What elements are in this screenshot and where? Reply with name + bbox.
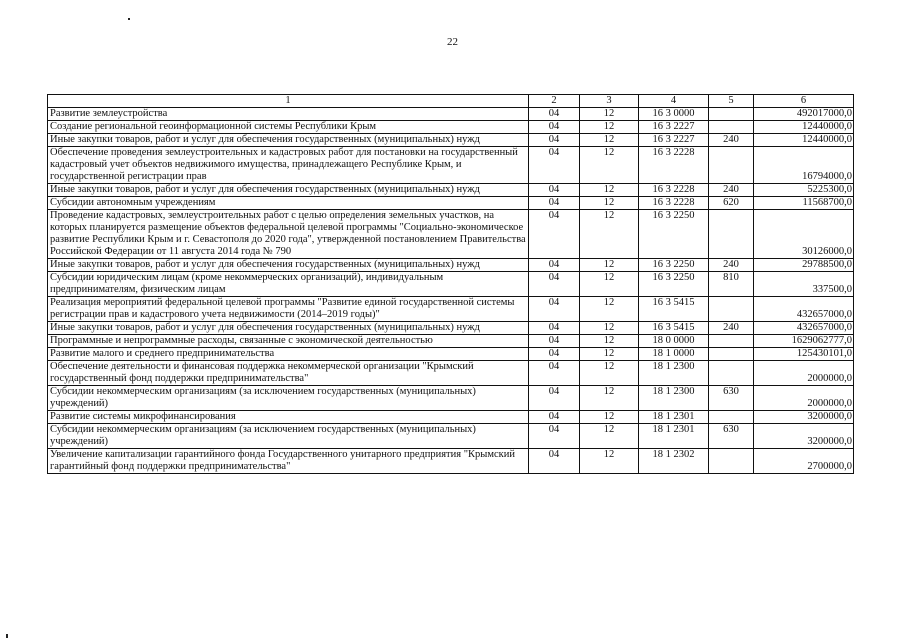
amount-cell: 125430101,0: [754, 348, 854, 361]
target-article-cell: 16 3 5415: [639, 297, 709, 322]
table-header-row: [48, 95, 854, 108]
table-row: [48, 361, 854, 386]
column-header: 5: [709, 95, 754, 108]
column-header: 3: [580, 95, 639, 108]
target-article-cell: 18 1 2300: [639, 361, 709, 386]
table-row: [48, 386, 854, 411]
subsection-code-cell: 12: [580, 210, 639, 259]
table-body: [48, 95, 854, 474]
section-code-cell: 04: [529, 108, 580, 121]
expense-type-cell: 240: [709, 134, 754, 147]
section-code-cell: 04: [529, 386, 580, 411]
table-row: [48, 348, 854, 361]
target-article-cell: 18 1 0000: [639, 348, 709, 361]
table-row: [48, 121, 854, 134]
page-number: 22: [447, 36, 458, 48]
subsection-code-cell: 12: [580, 259, 639, 272]
amount-cell: 11568700,0: [754, 197, 854, 210]
table-row: [48, 147, 854, 184]
expense-type-cell: [709, 335, 754, 348]
row-name-cell: Субсидии некоммерческим организациям (за исключением государственных (муниципальных) учреждений): [48, 424, 529, 449]
subsection-code-cell: 12: [580, 121, 639, 134]
expense-type-cell: [709, 348, 754, 361]
subsection-code-cell: 12: [580, 411, 639, 424]
target-article-cell: 16 3 2227: [639, 121, 709, 134]
section-code-cell: 04: [529, 147, 580, 184]
row-name-cell: Иные закупки товаров, работ и услуг для обеспечения государственных (муниципальных) нужд: [48, 259, 529, 272]
table-row: [48, 449, 854, 474]
table-row: [48, 322, 854, 335]
section-code-cell: 04: [529, 210, 580, 259]
row-name-cell: Развитие землеустройства: [48, 108, 529, 121]
table-row: [48, 272, 854, 297]
table-row: [48, 108, 854, 121]
subsection-code-cell: 12: [580, 348, 639, 361]
amount-cell: 2000000,0: [754, 386, 854, 411]
row-name-cell: Программные и непрограммные расходы, связанные с экономической деятельностью: [48, 335, 529, 348]
amount-cell: 432657000,0: [754, 322, 854, 335]
subsection-code-cell: 12: [580, 272, 639, 297]
expense-type-cell: 620: [709, 197, 754, 210]
section-code-cell: 04: [529, 322, 580, 335]
row-name-cell: Увеличение капитализации гарантийного фонда Государственного унитарного предприятия "Крымский гарантийный фонд поддержки предпринимательства": [48, 449, 529, 474]
expense-type-cell: 630: [709, 424, 754, 449]
subsection-code-cell: 12: [580, 322, 639, 335]
subsection-code-cell: 12: [580, 108, 639, 121]
row-name-cell: Субсидии автономным учреждениям: [48, 197, 529, 210]
amount-cell: 432657000,0: [754, 297, 854, 322]
subsection-code-cell: 12: [580, 184, 639, 197]
section-code-cell: 04: [529, 424, 580, 449]
row-name-cell: Иные закупки товаров, работ и услуг для обеспечения государственных (муниципальных) нужд: [48, 134, 529, 147]
expense-type-cell: 240: [709, 259, 754, 272]
subsection-code-cell: 12: [580, 297, 639, 322]
expense-type-cell: [709, 210, 754, 259]
amount-cell: 30126000,0: [754, 210, 854, 259]
expense-type-cell: [709, 297, 754, 322]
section-code-cell: 04: [529, 272, 580, 297]
expense-type-cell: 810: [709, 272, 754, 297]
section-code-cell: 04: [529, 197, 580, 210]
amount-cell: 1629062777,0: [754, 335, 854, 348]
subsection-code-cell: 12: [580, 335, 639, 348]
amount-cell: 2000000,0: [754, 361, 854, 386]
target-article-cell: 18 1 2301: [639, 424, 709, 449]
amount-cell: 2700000,0: [754, 449, 854, 474]
target-article-cell: 16 3 2250: [639, 210, 709, 259]
row-name-cell: Субсидии некоммерческим организациям (за исключением государственных (муниципальных) учреждений): [48, 386, 529, 411]
row-name-cell: Реализация мероприятий федеральной целевой программы "Развитие единой государственной системы регистрации прав и кадастрового учета недвижимости (2014–2019 годы)": [48, 297, 529, 322]
row-name-cell: Проведение кадастровых, землеустроительных работ с целью определения земельных участков, на которых планируется размещение объектов федеральной целевой программы "Социально-экономическое развитие Республики Крым и г. Севастополя до 2020 года", утвержденной постановлением Правительства Российской Федерации от 11 августа 2014 года № 790: [48, 210, 529, 259]
section-code-cell: 04: [529, 259, 580, 272]
subsection-code-cell: 12: [580, 147, 639, 184]
target-article-cell: 16 3 2250: [639, 259, 709, 272]
table-row: [48, 184, 854, 197]
expense-type-cell: [709, 411, 754, 424]
column-header: 6: [754, 95, 854, 108]
scan-artifact-bottom: [6, 634, 8, 638]
expense-type-cell: [709, 121, 754, 134]
column-header: 1: [48, 95, 529, 108]
subsection-code-cell: 12: [580, 424, 639, 449]
table-row: [48, 197, 854, 210]
amount-cell: 3200000,0: [754, 424, 854, 449]
table-row: [48, 134, 854, 147]
expense-type-cell: [709, 147, 754, 184]
expense-type-cell: 240: [709, 322, 754, 335]
amount-cell: 5225300,0: [754, 184, 854, 197]
amount-cell: 337500,0: [754, 272, 854, 297]
amount-cell: 3200000,0: [754, 411, 854, 424]
amount-cell: 29788500,0: [754, 259, 854, 272]
section-code-cell: 04: [529, 134, 580, 147]
table-row: [48, 259, 854, 272]
amount-cell: 12440000,0: [754, 121, 854, 134]
row-name-cell: Развитие малого и среднего предпринимательства: [48, 348, 529, 361]
target-article-cell: 16 3 5415: [639, 322, 709, 335]
target-article-cell: 16 3 0000: [639, 108, 709, 121]
subsection-code-cell: 12: [580, 386, 639, 411]
section-code-cell: 04: [529, 361, 580, 386]
table-row: [48, 210, 854, 259]
target-article-cell: 16 3 2228: [639, 184, 709, 197]
target-article-cell: 18 1 2300: [639, 386, 709, 411]
amount-cell: 492017000,0: [754, 108, 854, 121]
target-article-cell: 16 3 2228: [639, 197, 709, 210]
subsection-code-cell: 12: [580, 134, 639, 147]
section-code-cell: 04: [529, 184, 580, 197]
section-code-cell: 04: [529, 411, 580, 424]
expense-type-cell: 630: [709, 386, 754, 411]
target-article-cell: 18 1 2302: [639, 449, 709, 474]
row-name-cell: Обеспечение проведения землеустроительных и кадастровых работ для постановки на государственный кадастровый учет объектов недвижимого имущества, принадлежащего Республике Крым, и государственной регистрации прав: [48, 147, 529, 184]
table-row: [48, 424, 854, 449]
section-code-cell: 04: [529, 121, 580, 134]
section-code-cell: 04: [529, 348, 580, 361]
table-row: [48, 335, 854, 348]
target-article-cell: 16 3 2250: [639, 272, 709, 297]
table-row: [48, 411, 854, 424]
target-article-cell: 18 1 2301: [639, 411, 709, 424]
expense-type-cell: [709, 108, 754, 121]
scan-artifact-top: [128, 18, 130, 20]
table-row: [48, 297, 854, 322]
target-article-cell: 16 3 2227: [639, 134, 709, 147]
subsection-code-cell: 12: [580, 449, 639, 474]
budget-table: [47, 94, 854, 474]
target-article-cell: 18 0 0000: [639, 335, 709, 348]
expense-type-cell: [709, 449, 754, 474]
target-article-cell: 16 3 2228: [639, 147, 709, 184]
row-name-cell: Иные закупки товаров, работ и услуг для обеспечения государственных (муниципальных) нужд: [48, 184, 529, 197]
expense-type-cell: [709, 361, 754, 386]
section-code-cell: 04: [529, 297, 580, 322]
row-name-cell: Обеспечение деятельности и финансовая поддержка некоммерческой организации "Крымский государственный фонд поддержки предпринимательства": [48, 361, 529, 386]
column-header: 4: [639, 95, 709, 108]
amount-cell: 12440000,0: [754, 134, 854, 147]
row-name-cell: Развитие системы микрофинансирования: [48, 411, 529, 424]
row-name-cell: Иные закупки товаров, работ и услуг для обеспечения государственных (муниципальных) нужд: [48, 322, 529, 335]
row-name-cell: Субсидии юридическим лицам (кроме некоммерческих организаций), индивидуальным предпринимателям, физическим лицам: [48, 272, 529, 297]
amount-cell: 16794000,0: [754, 147, 854, 184]
expense-type-cell: 240: [709, 184, 754, 197]
column-header: 2: [529, 95, 580, 108]
section-code-cell: 04: [529, 335, 580, 348]
subsection-code-cell: 12: [580, 361, 639, 386]
section-code-cell: 04: [529, 449, 580, 474]
row-name-cell: Создание региональной геоинформационной системы Республики Крым: [48, 121, 529, 134]
subsection-code-cell: 12: [580, 197, 639, 210]
